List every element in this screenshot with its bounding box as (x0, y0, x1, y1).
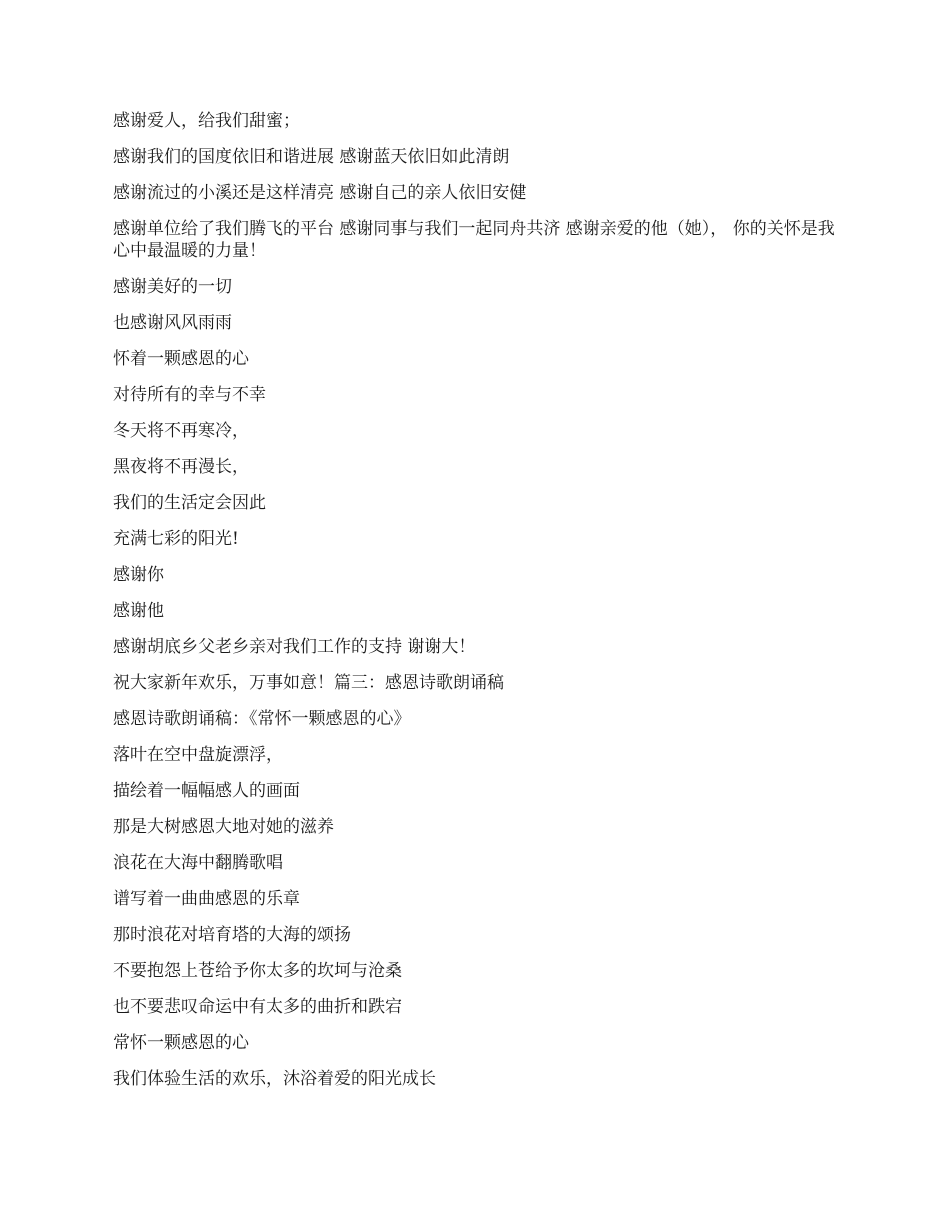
text-line: 充满七彩的阳光! (113, 529, 239, 549)
text-line: 祝大家新年欢乐，万事如意！篇三：感恩诗歌朗诵稿 (113, 673, 504, 693)
text-line: 感恩诗歌朗诵稿：《常怀一颗感恩的心》 (113, 709, 411, 729)
text-line: 感谢单位给了我们腾飞的平台 感谢同事与我们一起同舟共济 感谢亲爱的他（她）， 你的关怀是我心中最温暖的力量！ (113, 219, 835, 261)
text-line: 感谢胡底乡父老乡亲对我们工作的支持 谢谢大！ (113, 637, 476, 657)
text-line: 感谢爱人，给我们甜蜜； (113, 111, 300, 131)
text-line: 感谢美好的一切 (113, 277, 232, 297)
text-line: 怀着一颗感恩的心 (113, 349, 249, 369)
text-line: 黑夜将不再漫长， (113, 457, 249, 477)
text-line: 不要抱怨上苍给予你太多的坎坷与沧桑 (113, 961, 402, 981)
text-line: 我们的生活定会因此 (113, 493, 266, 513)
text-line: 感谢我们的国度依旧和谐进展 感谢蓝天依旧如此清朗 (113, 147, 510, 167)
text-line: 也感谢风风雨雨 (113, 313, 232, 333)
text-line: 感谢你 (113, 565, 164, 585)
text-line: 描绘着一幅幅感人的画面 (113, 781, 300, 801)
text-line: 落叶在空中盘旋漂浮， (113, 745, 283, 765)
text-line: 浪花在大海中翻腾歌唱 (113, 853, 283, 873)
text-line: 常怀一颗感恩的心 (113, 1033, 249, 1053)
text-line: 感谢流过的小溪还是这样清亮 感谢自己的亲人依旧安健 (113, 183, 527, 203)
text-line: 那时浪花对培育塔的大海的颂扬 (113, 925, 351, 945)
text-line: 我们体验生活的欢乐，沐浴着爱的阳光成长 (113, 1069, 436, 1089)
text-line: 谱写着一曲曲感恩的乐章 (113, 889, 300, 909)
text-line: 那是大树感恩大地对她的滋养 (113, 817, 334, 837)
text-line: 感谢他 (113, 601, 164, 621)
text-line: 也不要悲叹命运中有太多的曲折和跌宕 (113, 997, 402, 1017)
text-line: 对待所有的幸与不幸 (113, 385, 266, 405)
document-body (113, 110, 838, 1104)
text-line: 冬天将不再寒冷， (113, 421, 249, 441)
